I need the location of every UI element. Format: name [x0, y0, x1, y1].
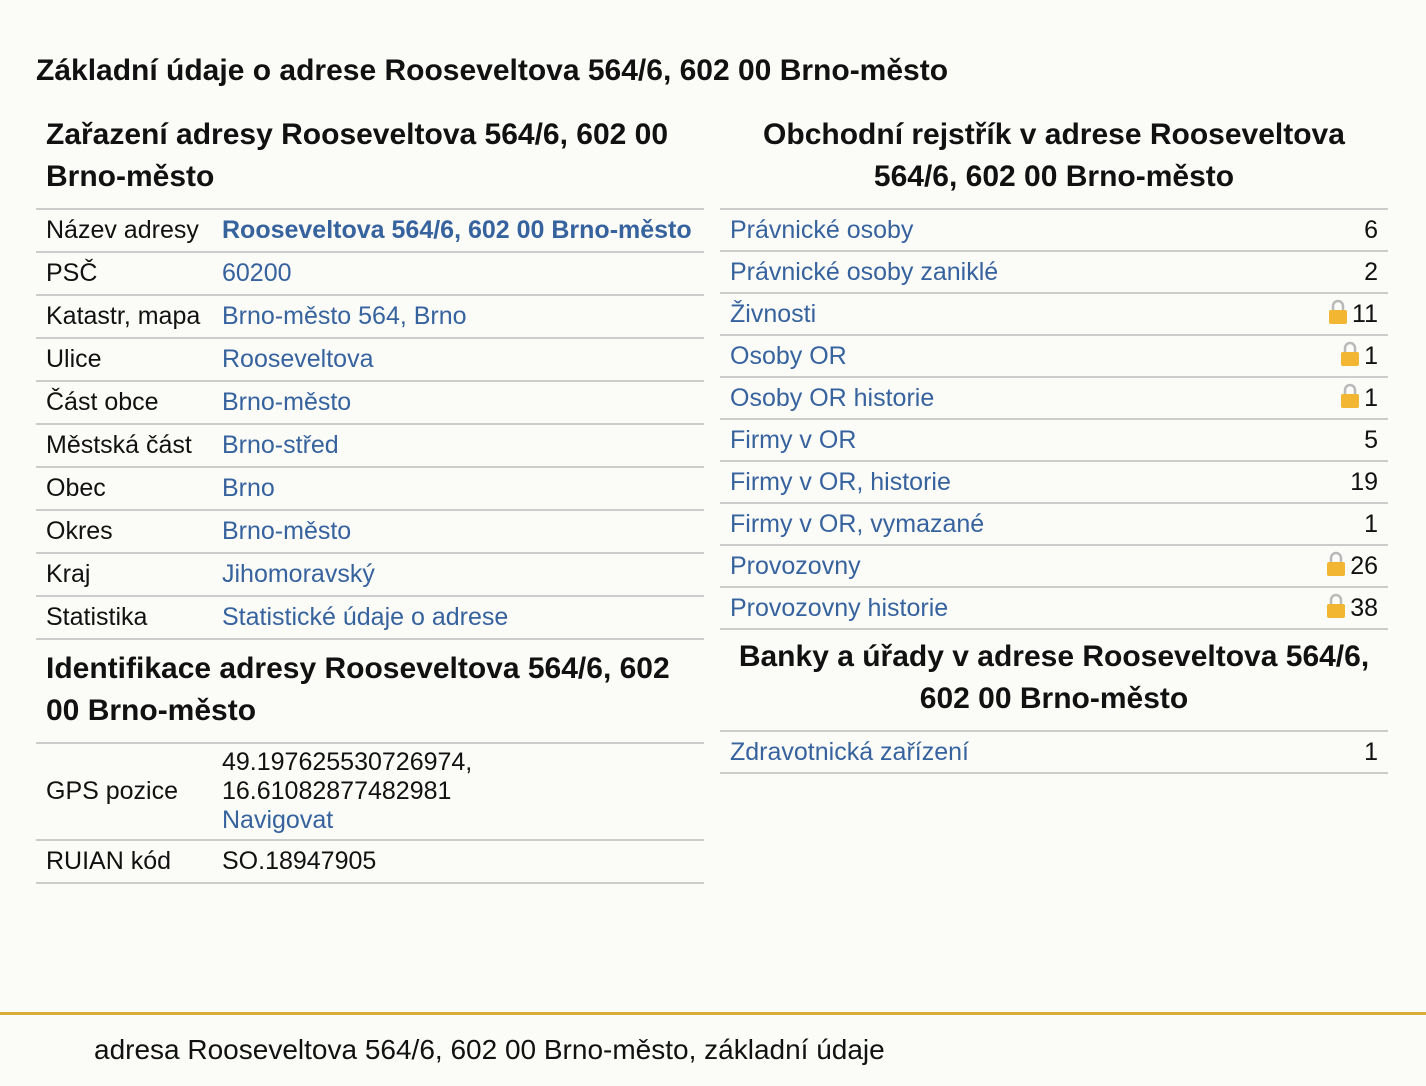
row-label: Kraj [36, 553, 212, 596]
table-row [36, 209, 704, 252]
row-count: 6 [1364, 215, 1378, 244]
right-column [720, 108, 1388, 774]
lock-icon [1326, 593, 1346, 619]
row-count: 1 [1364, 384, 1378, 412]
row-count-cell [1208, 587, 1388, 629]
row-count: 19 [1350, 467, 1378, 496]
table-row [720, 293, 1388, 335]
table-row [36, 596, 704, 639]
table-row [36, 338, 704, 381]
left-column [36, 108, 704, 884]
row-count-cell [1208, 335, 1388, 377]
row-count: 38 [1350, 594, 1378, 622]
row-count: 1 [1364, 737, 1378, 766]
psc-link[interactable]: 60200 [222, 259, 292, 287]
row-link[interactable]: Provozovny [730, 551, 861, 580]
ruian-label: RUIAN kód [36, 840, 212, 883]
identifikace-table [36, 742, 704, 884]
table-row [36, 381, 704, 424]
row-label: Část obce [36, 381, 212, 424]
gps-longitude: 16.61082877482981 [222, 777, 452, 805]
row-count: 1 [1364, 509, 1378, 538]
table-row [720, 461, 1388, 503]
row-link[interactable]: Zdravotnická zařízení [730, 737, 969, 766]
table-row [36, 553, 704, 596]
row-link[interactable]: Osoby OR [730, 341, 847, 370]
zarazeni-title: Zařazení adresy Rooseveltova 564/6, 602 00 Brno-město [46, 118, 669, 193]
table-row [720, 251, 1388, 293]
table-row [36, 840, 704, 883]
lock-icon [1340, 383, 1360, 409]
table-row [36, 510, 704, 553]
table-row [36, 252, 704, 295]
row-count-cell [1208, 209, 1388, 251]
table-row [720, 377, 1388, 419]
katastr-link[interactable]: Brno-město 564, Brno [222, 302, 467, 330]
row-link[interactable]: Firmy v OR [730, 425, 857, 454]
ruian-value: SO.18947905 [212, 840, 704, 883]
row-label: Statistika [36, 596, 212, 639]
banky-table [720, 730, 1388, 774]
lock-icon [1328, 299, 1348, 325]
table-row [720, 545, 1388, 587]
row-label: Název adresy [36, 209, 212, 252]
row-count: 1 [1364, 342, 1378, 370]
table-row [720, 335, 1388, 377]
row-label: Okres [36, 510, 212, 553]
lock-icon [1340, 341, 1360, 367]
table-row [36, 467, 704, 510]
ulice-link[interactable]: Rooseveltova [222, 345, 374, 373]
zarazeni-table [36, 208, 704, 640]
table-row [36, 295, 704, 338]
banky-title: Banky a úřady v adrese Rooseveltova 564/6, 602 00 Brno-město [738, 640, 1370, 715]
row-link[interactable]: Osoby OR historie [730, 383, 935, 412]
table-row [720, 503, 1388, 545]
row-count-cell [1208, 731, 1388, 773]
statistika-link[interactable]: Statistické údaje o adrese [222, 603, 509, 631]
table-row [720, 731, 1388, 773]
row-count-cell [1208, 419, 1388, 461]
table-row [720, 587, 1388, 629]
gps-value [212, 743, 704, 840]
row-label: Katastr, mapa [36, 295, 212, 338]
table-row [36, 743, 704, 840]
row-label: Městská část [36, 424, 212, 467]
row-count-cell [1208, 461, 1388, 503]
obec-link[interactable]: Brno [222, 474, 275, 502]
cast-obce-link[interactable]: Brno-město [222, 388, 352, 416]
address-name-link[interactable]: Rooseveltova 564/6, 602 00 Brno-město [222, 216, 692, 244]
row-count-cell [1208, 251, 1388, 293]
row-count: 2 [1364, 257, 1378, 286]
row-label: Obec [36, 467, 212, 510]
row-link[interactable]: Firmy v OR, historie [730, 467, 951, 496]
gps-label: GPS pozice [36, 743, 212, 840]
row-link[interactable]: Právnické osoby zaniklé [730, 257, 999, 286]
footer-text: adresa Rooseveltova 564/6, 602 00 Brno-město, základní údaje [94, 1034, 885, 1065]
obchodni-table [720, 208, 1388, 630]
row-link[interactable]: Provozovny historie [730, 593, 949, 622]
row-link[interactable]: Právnické osoby [730, 215, 914, 244]
footer-divider [0, 1012, 1426, 1015]
row-label: Ulice [36, 338, 212, 381]
row-count-cell [1208, 377, 1388, 419]
row-link[interactable]: Firmy v OR, vymazané [730, 509, 985, 538]
row-count-cell [1208, 503, 1388, 545]
row-count: 5 [1364, 425, 1378, 454]
lock-icon [1326, 551, 1346, 577]
table-row [720, 419, 1388, 461]
gps-latitude: 49.197625530726974, [222, 748, 473, 776]
table-row [36, 424, 704, 467]
row-count: 26 [1350, 552, 1378, 580]
kraj-link[interactable]: Jihomoravský [222, 560, 375, 588]
identifikace-title: Identifikace adresy Rooseveltova 564/6, 602 00 Brno-město [46, 652, 670, 727]
page-title: Základní údaje o adrese Rooseveltova 564/6, 602 00 Brno-město [36, 54, 949, 87]
obchodni-title: Obchodní rejstřík v adrese Rooseveltova 564/6, 602 00 Brno-město [763, 118, 1345, 193]
mestska-cast-link[interactable]: Brno-střed [222, 431, 339, 459]
okres-link[interactable]: Brno-město [222, 517, 352, 545]
table-row [720, 209, 1388, 251]
row-label: PSČ [36, 252, 212, 295]
row-count-cell [1208, 545, 1388, 587]
navigate-link[interactable]: Navigovat [222, 806, 334, 834]
row-count: 11 [1352, 300, 1378, 328]
row-count-cell [1208, 293, 1388, 335]
row-link[interactable]: Živnosti [730, 299, 817, 328]
